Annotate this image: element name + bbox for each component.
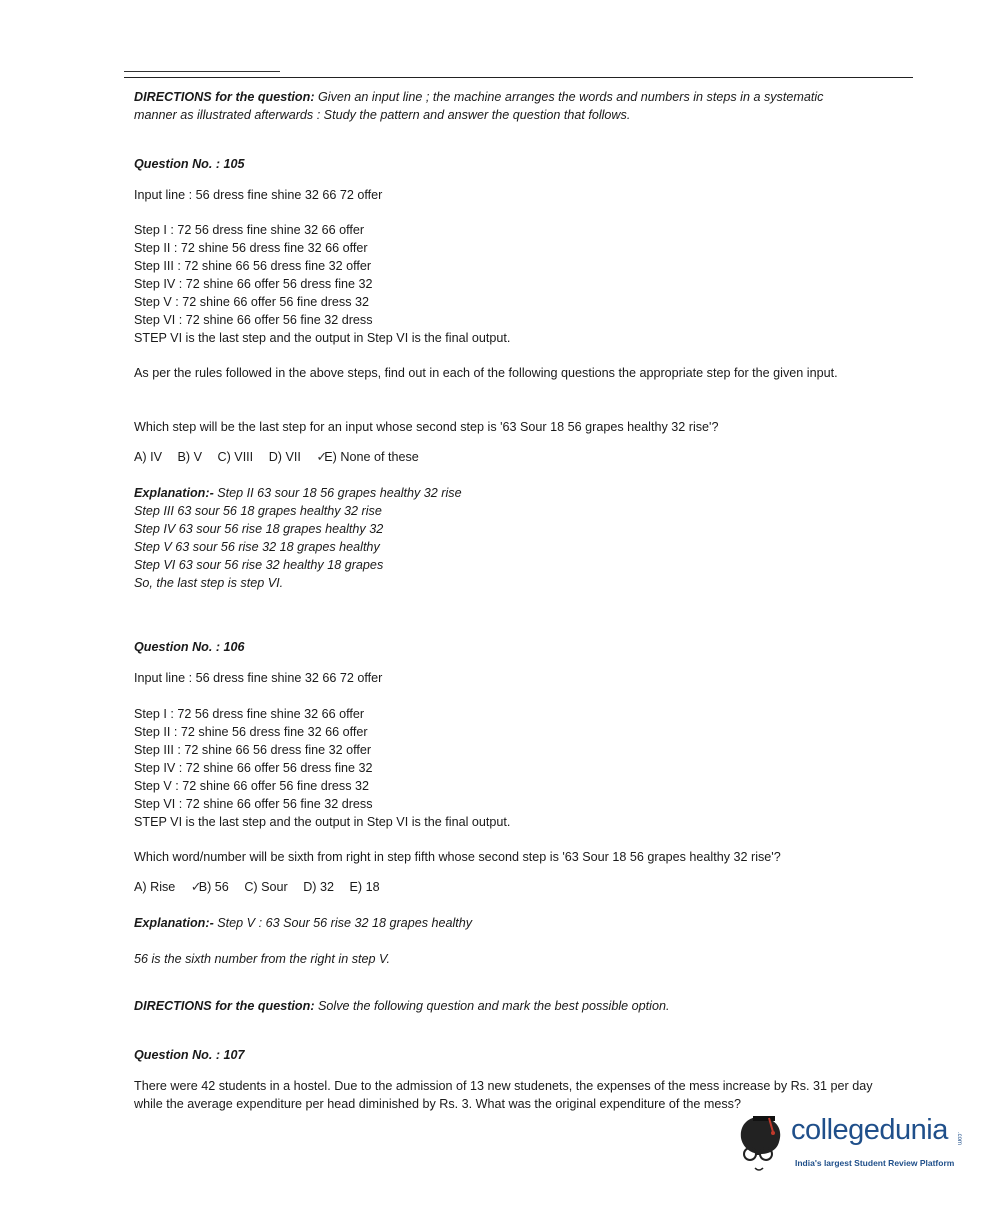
directions-label: DIRECTIONS for the question:	[134, 999, 315, 1013]
step-line: Step I : 72 56 dress fine shine 32 66 offer	[134, 223, 365, 237]
step-line: Step VI : 72 shine 66 offer 56 fine 32 dress	[134, 797, 373, 811]
step-line: Step I : 72 56 dress fine shine 32 66 offer	[134, 707, 365, 721]
option-a[interactable]: A) Rise	[134, 880, 176, 894]
explanation-note-106: 56 is the sixth number from the right in step V.	[134, 952, 390, 966]
question-text-106: Which word/number will be sixth from right in step fifth whose second step is '63 Sour 18 56 grapes healthy 32 rise'?	[134, 850, 781, 864]
collegedunia-logo	[733, 1110, 963, 1174]
directions-label: DIRECTIONS for the question:	[134, 90, 315, 104]
option-b[interactable]: B) V	[177, 450, 202, 464]
step-line: STEP VI is the last step and the output in Step VI is the final output.	[134, 331, 511, 345]
input-line-105: Input line : 56 dress fine shine 32 66 72 offer	[134, 188, 383, 202]
option-c[interactable]: C) VIII	[217, 450, 254, 464]
option-e[interactable]: E) None of these	[324, 450, 419, 464]
option-c[interactable]: C) Sour	[244, 880, 288, 894]
explanation-line: Step III 63 sour 56 18 grapes healthy 32 rise	[134, 504, 382, 518]
explanation-line: Step V : 63 Sour 56 rise 32 18 grapes healthy	[213, 916, 473, 930]
steps-106	[134, 705, 510, 831]
step-line: Step III : 72 shine 66 56 dress fine 32 offer	[134, 743, 372, 757]
option-a[interactable]: A) IV	[134, 450, 162, 464]
input-line-106: Input line : 56 dress fine shine 32 66 72 offer	[134, 671, 383, 685]
directions-text: Solve the following question and mark the best possible option.	[314, 999, 670, 1013]
directions-block	[134, 88, 823, 124]
steps-105	[134, 221, 510, 347]
directions-text: Given an input line ; the machine arranges the words and numbers in steps in a systematic	[314, 90, 824, 104]
logo-suffix: .com	[956, 1132, 962, 1146]
explanation-line: Step V 63 sour 56 rise 32 18 grapes healthy	[134, 540, 380, 554]
question-text-107: There were 42 students in a hostel. Due to the admission of 13 new studenets, the expenses of the mess increase by Rs. 31 per day while the average expenditure per head diminished by Rs. 3. What was the original expenditure of the mess?	[134, 1079, 873, 1111]
option-e[interactable]: E) 18	[349, 880, 380, 894]
directions-text-2: manner as illustrated afterwards : Study the pattern and answer the question that follows.	[134, 108, 631, 122]
option-b[interactable]: B) 56	[198, 880, 229, 894]
options-106	[134, 878, 392, 896]
option-d[interactable]: D) VII	[268, 450, 301, 464]
explanation-label: Explanation:-	[134, 916, 214, 930]
check-icon: ✓	[316, 449, 328, 464]
step-line: Step V : 72 shine 66 offer 56 fine dress 32	[134, 779, 370, 793]
question-heading-105: Question No. : 105	[134, 157, 245, 171]
explanation-106	[134, 914, 472, 932]
step-line: Step IV : 72 shine 66 offer 56 dress fine 32	[134, 761, 373, 775]
explanation-line: Step II 63 sour 18 56 grapes healthy 32 rise	[213, 486, 462, 500]
directions-block-2	[134, 997, 669, 1015]
step-line: Step VI : 72 shine 66 offer 56 fine 32 dress	[134, 313, 373, 327]
check-icon: ✓	[190, 879, 202, 894]
question-heading-107: Question No. : 107	[134, 1048, 245, 1062]
option-d[interactable]: D) 32	[303, 880, 334, 894]
step-line: Step II : 72 shine 56 dress fine 32 66 offer	[134, 241, 368, 255]
student-mascot-icon	[733, 1110, 791, 1174]
explanation-label: Explanation:-	[134, 486, 214, 500]
logo-wordmark: collegedunia	[791, 1114, 948, 1146]
step-line: Step III : 72 shine 66 56 dress fine 32 offer	[134, 259, 372, 273]
step-line: Step II : 72 shine 56 dress fine 32 66 offer	[134, 725, 368, 739]
step-line: Step V : 72 shine 66 offer 56 fine dress 32	[134, 295, 370, 309]
options-105	[134, 448, 431, 466]
step-line: STEP VI is the last step and the output in Step VI is the final output.	[134, 815, 511, 829]
question-text-105: Which step will be the last step for an input whose second step is '63 Sour 18 56 grapes healthy 32 rise'?	[134, 420, 719, 434]
explanation-105	[134, 484, 462, 592]
step-line: Step IV : 72 shine 66 offer 56 dress fine 32	[134, 277, 373, 291]
header-rule-short	[124, 71, 280, 72]
explanation-line: Step IV 63 sour 56 rise 18 grapes healthy 32	[134, 522, 384, 536]
explanation-line: So, the last step is step VI.	[134, 576, 284, 590]
logo-tagline: India's largest Student Review Platform	[795, 1158, 955, 1168]
rules-note-105: As per the rules followed in the above steps, find out in each of the following questions the appropriate step for the given input.	[134, 366, 838, 380]
header-rule	[124, 77, 913, 78]
explanation-line: Step VI 63 sour 56 rise 32 healthy 18 grapes	[134, 558, 384, 572]
question-heading-106: Question No. : 106	[134, 640, 245, 654]
